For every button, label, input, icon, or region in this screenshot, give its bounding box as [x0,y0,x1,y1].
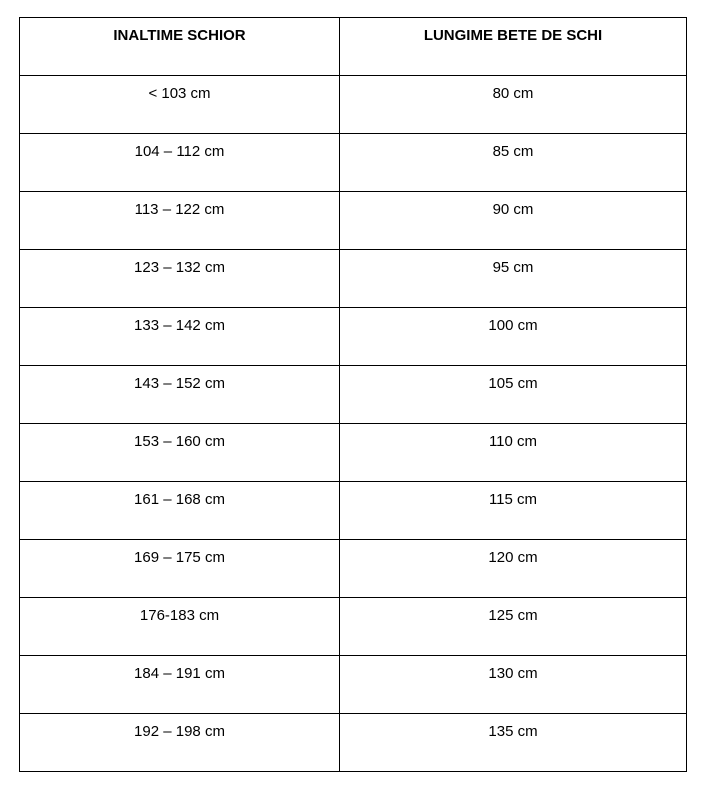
skier-height-cell: 133 – 142 cm [20,308,340,366]
table-row [20,366,687,424]
header-row [20,18,687,76]
skier-height-cell: 143 – 152 cm [20,366,340,424]
skier-height-cell: 192 – 198 cm [20,714,340,772]
table-row [20,308,687,366]
skier-height-cell: 123 – 132 cm [20,250,340,308]
table-row [20,192,687,250]
pole-length-cell: 90 cm [340,192,687,250]
skier-height-cell: 161 – 168 cm [20,482,340,540]
pole-length-cell: 85 cm [340,134,687,192]
table-row [20,714,687,772]
table-row [20,656,687,714]
table-row [20,424,687,482]
pole-length-cell: 120 cm [340,540,687,598]
pole-length-cell: 95 cm [340,250,687,308]
skier-height-cell: < 103 cm [20,76,340,134]
skier-height-cell: 153 – 160 cm [20,424,340,482]
pole-length-cell: 115 cm [340,482,687,540]
pole-length-cell: 130 cm [340,656,687,714]
pole-length-cell: 110 cm [340,424,687,482]
skier-height-cell: 176-183 cm [20,598,340,656]
header-skier-height: INALTIME SCHIOR [20,18,340,76]
ski-pole-size-table [19,17,687,772]
pole-length-cell: 105 cm [340,366,687,424]
table-row [20,540,687,598]
table-row [20,134,687,192]
skier-height-cell: 104 – 112 cm [20,134,340,192]
skier-height-cell: 113 – 122 cm [20,192,340,250]
pole-length-cell: 80 cm [340,76,687,134]
pole-length-cell: 125 cm [340,598,687,656]
skier-height-cell: 184 – 191 cm [20,656,340,714]
pole-length-cell: 135 cm [340,714,687,772]
skier-height-cell: 169 – 175 cm [20,540,340,598]
header-pole-length: LUNGIME BETE DE SCHI [340,18,687,76]
table-row [20,76,687,134]
table-row [20,598,687,656]
table-row [20,250,687,308]
pole-length-cell: 100 cm [340,308,687,366]
table-row [20,482,687,540]
